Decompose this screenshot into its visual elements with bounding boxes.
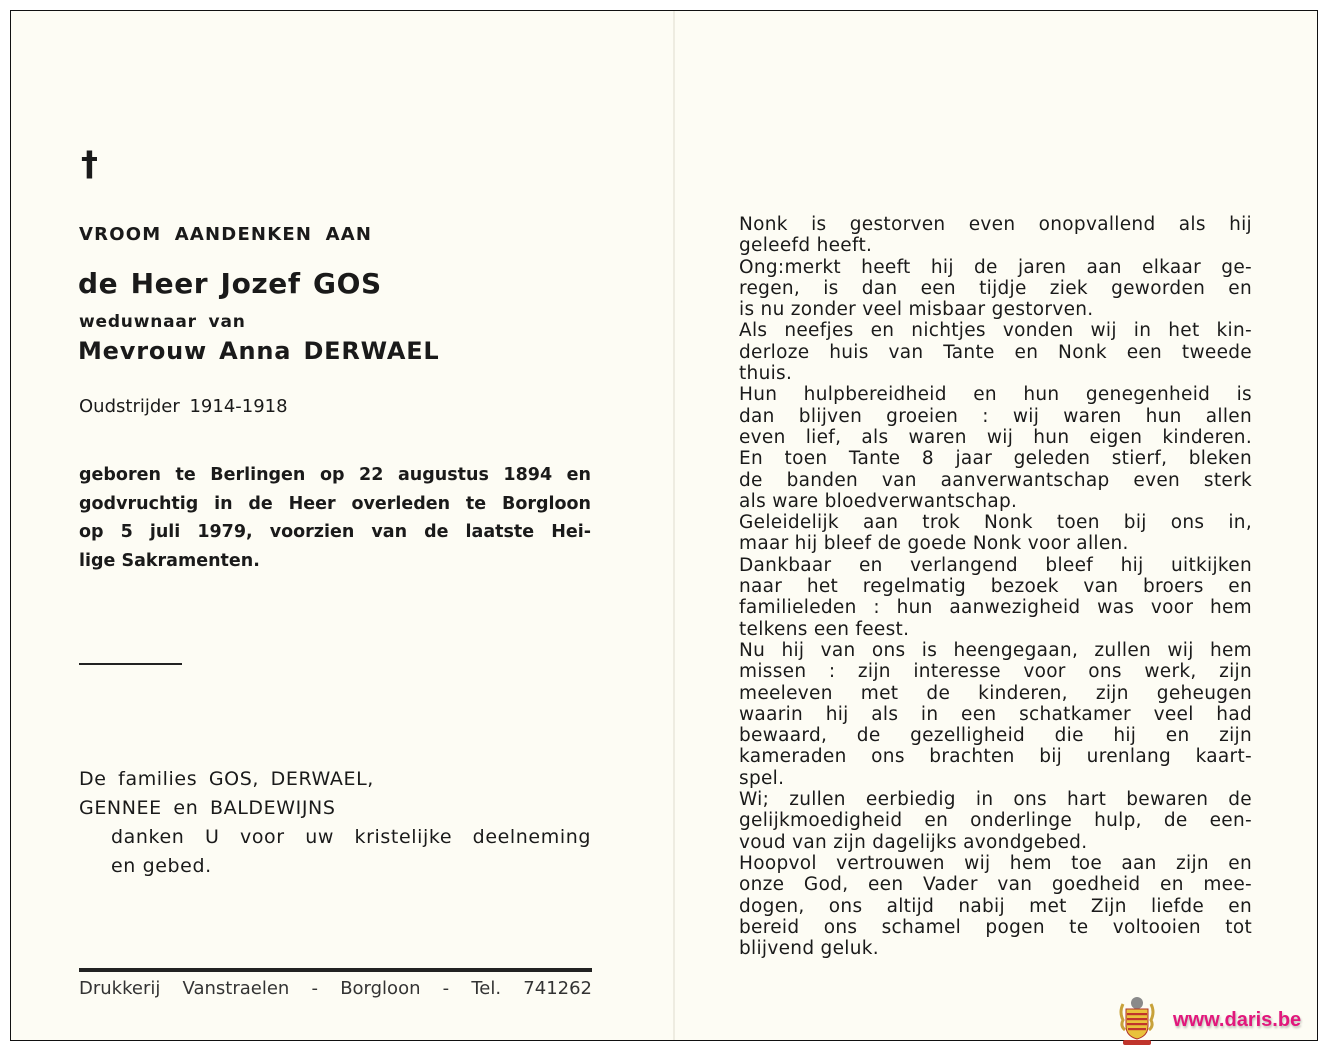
spouse-name: Mevrouw Anna DERWAEL: [78, 337, 440, 365]
tribute-line: de banden van aanverwantschap even sterk: [739, 469, 1252, 491]
bio-line: geboren te Berlingen op 22 augustus 1894 en: [79, 465, 591, 485]
tribute-line: Nonk is gestorven even onopvallend als hij: [739, 214, 1252, 235]
tribute-line: derloze huis van Tante en Nonk een tweede: [739, 341, 1252, 363]
families-line: GENNEE en BALDEWIJNS: [79, 797, 336, 819]
tribute-line: Ong:merkt heeft hij de jaren aan elkaar ge-: [739, 256, 1252, 278]
tribute-line: onze God, een Vader van goedheid en mee-: [739, 874, 1252, 896]
deceased-name: de Heer Jozef GOS: [78, 267, 382, 300]
tribute-line: telkens een feest.: [739, 618, 910, 640]
watermark: [1117, 994, 1301, 1046]
bio-line: lige Sakramenten.: [79, 550, 260, 571]
tribute-line: als ware bloedverwantschap.: [739, 490, 1018, 512]
tribute-line: kameraden ons brachten bij urenlang kaart-: [739, 746, 1252, 768]
tribute-line: meeleven met de kinderen, zijn geheugen: [739, 682, 1252, 704]
tribute-line: blijvend geluk.: [739, 938, 879, 960]
bio-line: godvruchtig in de Heer overleden te Borgloon: [79, 493, 591, 514]
tribute-text: [739, 214, 1252, 959]
tribute-line: En toen Tante 8 jaar geleden stierf, bleken: [739, 448, 1252, 470]
tribute-line: missen : zijn interesse voor ons werk, zijn: [739, 661, 1252, 683]
tribute-line: voud van zijn dagelijks avondgebed.: [739, 831, 1088, 853]
tribute-line: Hun hulpbereidheid en hun genegenheid is: [739, 384, 1252, 406]
tribute-line: bewaard, de gezelligheid die hij en zijn: [739, 725, 1252, 747]
tribute-line: gelijkmoedigheid en onderlinge hulp, de een-: [739, 810, 1252, 832]
bio-line: op 5 juli 1979, voorzien van de laatste Hei-: [79, 522, 591, 542]
relation-label: weduwnaar van: [79, 312, 246, 332]
divider-short: [79, 663, 182, 665]
coat-of-arms-icon: [1117, 994, 1157, 1046]
veteran-note: Oudstrijder 1914-1918: [79, 396, 288, 417]
cross-icon: †: [81, 144, 98, 184]
tribute-line: dan blijven groeien : wij waren hun allen: [739, 405, 1252, 427]
thanks-line: danken U voor uw kristelijke deelneming: [111, 826, 591, 848]
tribute-line: Als neefjes en nichtjes vonden wij in het kin-: [739, 320, 1252, 342]
card-fold: [673, 11, 675, 1040]
tribute-line: naar het regelmatig bezoek van broers en: [739, 576, 1252, 598]
thanks-block: [111, 823, 591, 881]
tribute-line: spel.: [739, 767, 785, 789]
tribute-line: bereid ons schamel pogen te voltooien tot: [739, 916, 1252, 938]
families-block: [79, 765, 374, 823]
families-line: De families GOS, DERWAEL,: [79, 768, 374, 790]
tribute-line: Hoopvol vertrouwen wij hem toe aan zijn en: [739, 852, 1252, 874]
tribute-line: Geleidelijk aan trok Nonk toen bij ons in,: [739, 512, 1252, 534]
tribute-line: maar hij bleef de goede Nonk voor allen.: [739, 533, 1129, 555]
birth-death-paragraph: [79, 461, 591, 575]
tribute-line: geleefd heeft.: [739, 235, 873, 257]
printer-credit: Drukkerij Vanstraelen - Borgloon - Tel. 741262: [79, 978, 592, 999]
tribute-line: familieleden : hun aanwezigheid was voor hem: [739, 597, 1252, 619]
tribute-line: even lief, als waren wij hun eigen kinderen.: [739, 426, 1252, 448]
divider-long: [79, 968, 592, 972]
card-heading: VROOM AANDENKEN AAN: [79, 224, 373, 245]
tribute-line: Dankbaar en verlangend bleef hij uitkijken: [739, 554, 1252, 576]
tribute-line: regen, is dan een tijdje ziek geworden en: [739, 277, 1252, 299]
tribute-line: Wi; zullen eerbiedig in ons hart bewaren de: [739, 789, 1252, 811]
watermark-url: www.daris.be: [1173, 1008, 1302, 1031]
tribute-line: waarin hij als in een schatkamer veel had: [739, 703, 1252, 725]
tribute-line: is nu zonder veel misbaar gestorven.: [739, 299, 1094, 321]
tribute-line: dogen, ons altijd nabij met Zijn liefde en: [739, 895, 1252, 917]
tribute-line: thuis.: [739, 363, 793, 385]
tribute-line: Nu hij van ons is heengegaan, zullen wij hem: [739, 639, 1252, 661]
memorial-card: [10, 10, 1318, 1041]
thanks-line: en gebed.: [111, 855, 212, 877]
